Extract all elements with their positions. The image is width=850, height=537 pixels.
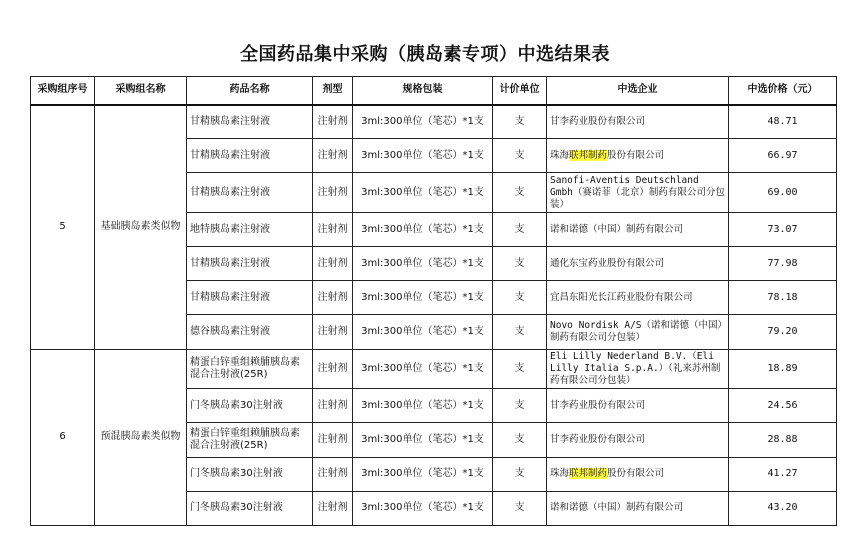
unit-cell: 支 <box>493 457 547 491</box>
table-body <box>31 105 837 526</box>
company-text: 诺和诺德（中国）制药有限公司 <box>550 223 684 235</box>
company-cell <box>547 315 729 349</box>
spec-cell: 3ml:300单位（笔芯）*1支 <box>353 105 493 139</box>
price-cell: 78.18 <box>729 281 837 315</box>
spec-cell: 3ml:300单位（笔芯）*1支 <box>353 139 493 173</box>
drug-name-cell: 精蛋白锌重组赖脯胰岛素混合注射液(25R) <box>187 349 313 389</box>
unit-cell: 支 <box>493 173 547 213</box>
company-text: Eli Lilly Nederland B.V.（Eli Lilly Italia S.p.A.）（礼来苏州制药有限公司分包装） <box>550 350 721 386</box>
unit-cell: 支 <box>493 315 547 349</box>
price-cell: 18.89 <box>729 349 837 389</box>
company-text: Sanofi-Aventis Deutschland Gmbh（赛诺菲（北京）制药有限公司分包装） <box>550 174 725 210</box>
company-text: 诺和诺德（中国）制药有限公司 <box>550 502 684 514</box>
company-cell <box>547 139 729 173</box>
unit-cell: 支 <box>493 105 547 139</box>
col-header-price: 中选价格（元） <box>729 77 837 105</box>
price-cell: 79.20 <box>729 315 837 349</box>
company-text: 宜昌东阳光长江药业股份有限公司 <box>550 291 693 303</box>
col-header-drug-name: 药品名称 <box>187 77 313 105</box>
company-cell <box>547 247 729 281</box>
dosage-form-cell: 注射剂 <box>313 349 353 389</box>
price-cell: 43.20 <box>729 491 837 525</box>
table-row <box>31 349 837 389</box>
drug-name-cell: 甘精胰岛素注射液 <box>187 281 313 315</box>
company-cell <box>547 389 729 423</box>
company-text: Novo Nordisk A/S（诺和诺德（中国）制药有限公司分包装） <box>550 320 723 344</box>
drug-name-cell: 门冬胰岛素30注射液 <box>187 491 313 525</box>
drug-name-cell: 德谷胰岛素注射液 <box>187 315 313 349</box>
unit-cell: 支 <box>493 139 547 173</box>
spec-cell: 3ml:300单位（笔芯）*1支 <box>353 349 493 389</box>
group-name-cell: 基础胰岛素类似物 <box>95 105 187 350</box>
company-cell <box>547 212 729 246</box>
unit-cell: 支 <box>493 491 547 525</box>
drug-name-cell: 地特胰岛素注射液 <box>187 212 313 246</box>
company-text: 股份有限公司 <box>607 468 665 480</box>
group-number-cell: 5 <box>31 105 95 350</box>
col-header-group-name: 采购组名称 <box>95 77 187 105</box>
company-text: 甘李药业股份有限公司 <box>550 433 646 445</box>
company-text: 甘李药业股份有限公司 <box>550 399 646 411</box>
spec-cell: 3ml:300单位（笔芯）*1支 <box>353 315 493 349</box>
unit-cell: 支 <box>493 212 547 246</box>
dosage-form-cell: 注射剂 <box>313 423 353 457</box>
dosage-form-cell: 注射剂 <box>313 105 353 139</box>
unit-cell: 支 <box>493 349 547 389</box>
col-header-spec: 规格包装 <box>353 77 493 105</box>
dosage-form-cell: 注射剂 <box>313 315 353 349</box>
dosage-form-cell: 注射剂 <box>313 139 353 173</box>
table-row <box>31 105 837 139</box>
spec-cell: 3ml:300单位（笔芯）*1支 <box>353 247 493 281</box>
company-cell <box>547 423 729 457</box>
drug-name-cell: 门冬胰岛素30注射液 <box>187 389 313 423</box>
unit-cell: 支 <box>493 281 547 315</box>
price-cell: 77.98 <box>729 247 837 281</box>
price-cell: 48.71 <box>729 105 837 139</box>
dosage-form-cell: 注射剂 <box>313 389 353 423</box>
company-text: 股份有限公司 <box>607 149 665 161</box>
price-cell: 41.27 <box>729 457 837 491</box>
col-header-dosage-form: 剂型 <box>313 77 353 105</box>
unit-cell: 支 <box>493 423 547 457</box>
drug-name-cell: 甘精胰岛素注射液 <box>187 105 313 139</box>
dosage-form-cell: 注射剂 <box>313 212 353 246</box>
spec-cell: 3ml:300单位（笔芯）*1支 <box>353 491 493 525</box>
unit-cell: 支 <box>493 389 547 423</box>
table-header-row <box>31 77 837 105</box>
company-cell <box>547 349 729 389</box>
price-cell: 66.97 <box>729 139 837 173</box>
spec-cell: 3ml:300单位（笔芯）*1支 <box>353 212 493 246</box>
drug-name-cell: 甘精胰岛素注射液 <box>187 247 313 281</box>
page-title: 全国药品集中采购（胰岛素专项）中选结果表 <box>240 44 610 65</box>
price-cell: 24.56 <box>729 389 837 423</box>
drug-name-cell: 甘精胰岛素注射液 <box>187 173 313 213</box>
drug-name-cell: 甘精胰岛素注射液 <box>187 139 313 173</box>
dosage-form-cell: 注射剂 <box>313 247 353 281</box>
company-text: 甘李药业股份有限公司 <box>550 115 646 127</box>
unit-cell: 支 <box>493 247 547 281</box>
dosage-form-cell: 注射剂 <box>313 491 353 525</box>
spec-cell: 3ml:300单位（笔芯）*1支 <box>353 281 493 315</box>
dosage-form-cell: 注射剂 <box>313 281 353 315</box>
company-cell <box>547 457 729 491</box>
company-cell <box>547 491 729 525</box>
dosage-form-cell: 注射剂 <box>313 457 353 491</box>
price-cell: 28.88 <box>729 423 837 457</box>
company-cell <box>547 173 729 213</box>
group-name-cell: 预混胰岛素类似物 <box>95 349 187 525</box>
dosage-form-cell: 注射剂 <box>313 173 353 213</box>
spec-cell: 3ml:300单位（笔芯）*1支 <box>353 457 493 491</box>
drug-name-cell: 精蛋白锌重组赖脯胰岛素混合注射液(25R) <box>187 423 313 457</box>
group-number-cell: 6 <box>31 349 95 525</box>
company-text: 珠海 <box>550 149 570 161</box>
drug-name-cell: 门冬胰岛素30注射液 <box>187 457 313 491</box>
company-text: 珠海 <box>550 468 570 480</box>
col-header-company: 中选企业 <box>547 77 729 105</box>
company-text: 通化东宝药业股份有限公司 <box>550 257 665 269</box>
result-table <box>30 76 837 526</box>
spec-cell: 3ml:300单位（笔芯）*1支 <box>353 173 493 213</box>
company-cell <box>547 281 729 315</box>
price-cell: 73.07 <box>729 212 837 246</box>
col-header-unit: 计价单位 <box>493 77 547 105</box>
highlighted-company-text: 联邦制药 <box>569 149 608 161</box>
col-header-group-no: 采购组序号 <box>31 77 95 105</box>
spec-cell: 3ml:300单位（笔芯）*1支 <box>353 389 493 423</box>
company-cell <box>547 105 729 139</box>
spec-cell: 3ml:300单位（笔芯）*1支 <box>353 423 493 457</box>
highlighted-company-text: 联邦制药 <box>569 468 608 480</box>
price-cell: 69.00 <box>729 173 837 213</box>
